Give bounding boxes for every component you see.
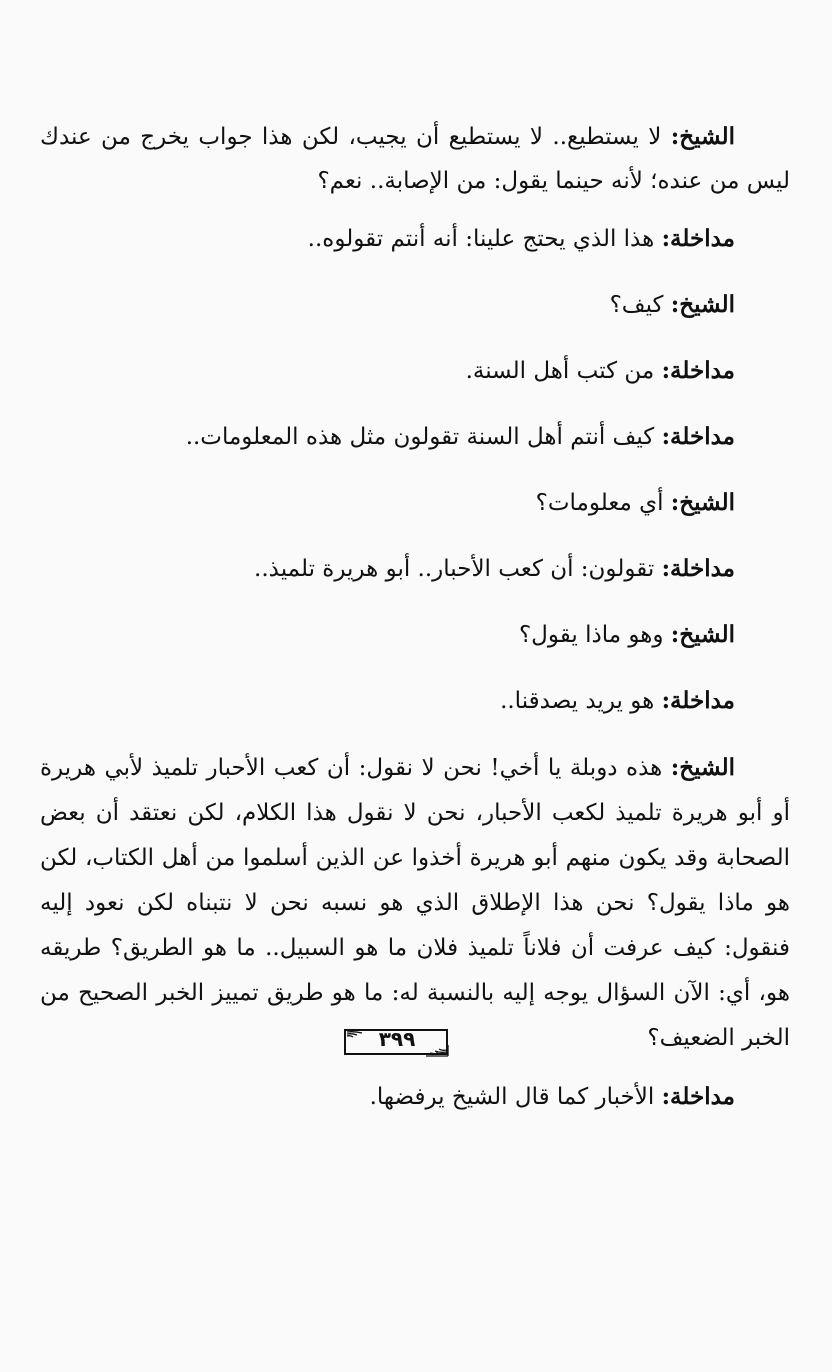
- paragraph-text: وهو ماذا يقول؟: [518, 622, 671, 648]
- speaker-label: الشيخ:: [670, 291, 735, 318]
- paragraph: [40, 415, 790, 459]
- page-number: ٣٩٩: [378, 1027, 416, 1051]
- paragraph-text: من كتب أهل السنة.: [465, 358, 662, 384]
- speaker-label: مداخلة:: [661, 225, 735, 252]
- paragraph-text: كيف؟: [609, 292, 671, 318]
- paragraph-text: كيف أنتم أهل السنة تقولون مثل هذه المعلومات..: [185, 424, 662, 450]
- paragraph-text: هذه دوبلة يا أخي! نحن لا نقول: أن كعب الأحبار تلميذ لأبي هريرة أو أبو هريرة تلميذ لكعب الأحبار، نحن لا نقول هذا الكلام، لكن نعتقد أن بعض الصحابة وقد يكون منهم أبو هريرة أخذوا عن الذين أسلموا من أهل الكتاب، لكن هو ماذا يقول؟ نحن هذا الإطلاق الذي هو نسبه نحن لا نتبناه لكن نعود إليه فنقول: كيف عرفت أن فلاناً تلميذ فلان ما هو السبيل.. ما هو الطريق؟ طريقه هو، أي: الآن السؤال يوجه إليه بالنسبة له: ما هو طريق تمييز الخبر الصحيح من الخبر الضعيف؟: [40, 755, 790, 1051]
- paragraph: [40, 217, 790, 261]
- speaker-label: مداخلة:: [661, 1083, 735, 1110]
- paragraph: [40, 115, 790, 203]
- paragraph: [40, 613, 790, 657]
- speaker-label: الشيخ:: [670, 754, 735, 781]
- paragraph: [40, 283, 790, 327]
- page-number-frame: [340, 1025, 454, 1059]
- speaker-label: الشيخ:: [670, 621, 735, 648]
- speaker-label: مداخلة:: [661, 687, 735, 714]
- speaker-label: مداخلة:: [661, 357, 735, 384]
- speaker-label: الشيخ:: [670, 123, 735, 150]
- speaker-label: الشيخ:: [670, 489, 735, 516]
- body-text: [40, 115, 790, 1119]
- paragraph-text: أي معلومات؟: [535, 490, 671, 516]
- paragraph: [40, 679, 790, 723]
- paragraph: [40, 745, 790, 1061]
- speaker-label: مداخلة:: [661, 423, 735, 450]
- paragraph-text: هو يريد يصدقنا..: [500, 688, 662, 714]
- paragraph-text: هذا الذي يحتج علينا: أنه أنتم تقولوه..: [307, 226, 662, 252]
- paragraph: [40, 349, 790, 393]
- speaker-label: مداخلة:: [661, 555, 735, 582]
- paragraph: [40, 1075, 790, 1119]
- paragraph-text: الأخبار كما قال الشيخ يرفضها.: [369, 1084, 662, 1110]
- paragraph-text: لا يستطيع.. لا يستطيع أن يجيب، لكن هذا جواب يخرج من عندك ليس من عنده؛ لأنه حينما يقول: من الإصابة.. نعم؟: [40, 124, 790, 194]
- paragraph: [40, 481, 790, 525]
- paragraph-text: تقولون: أن كعب الأحبار.. أبو هريرة تلميذ..: [254, 556, 662, 582]
- paragraph: [40, 547, 790, 591]
